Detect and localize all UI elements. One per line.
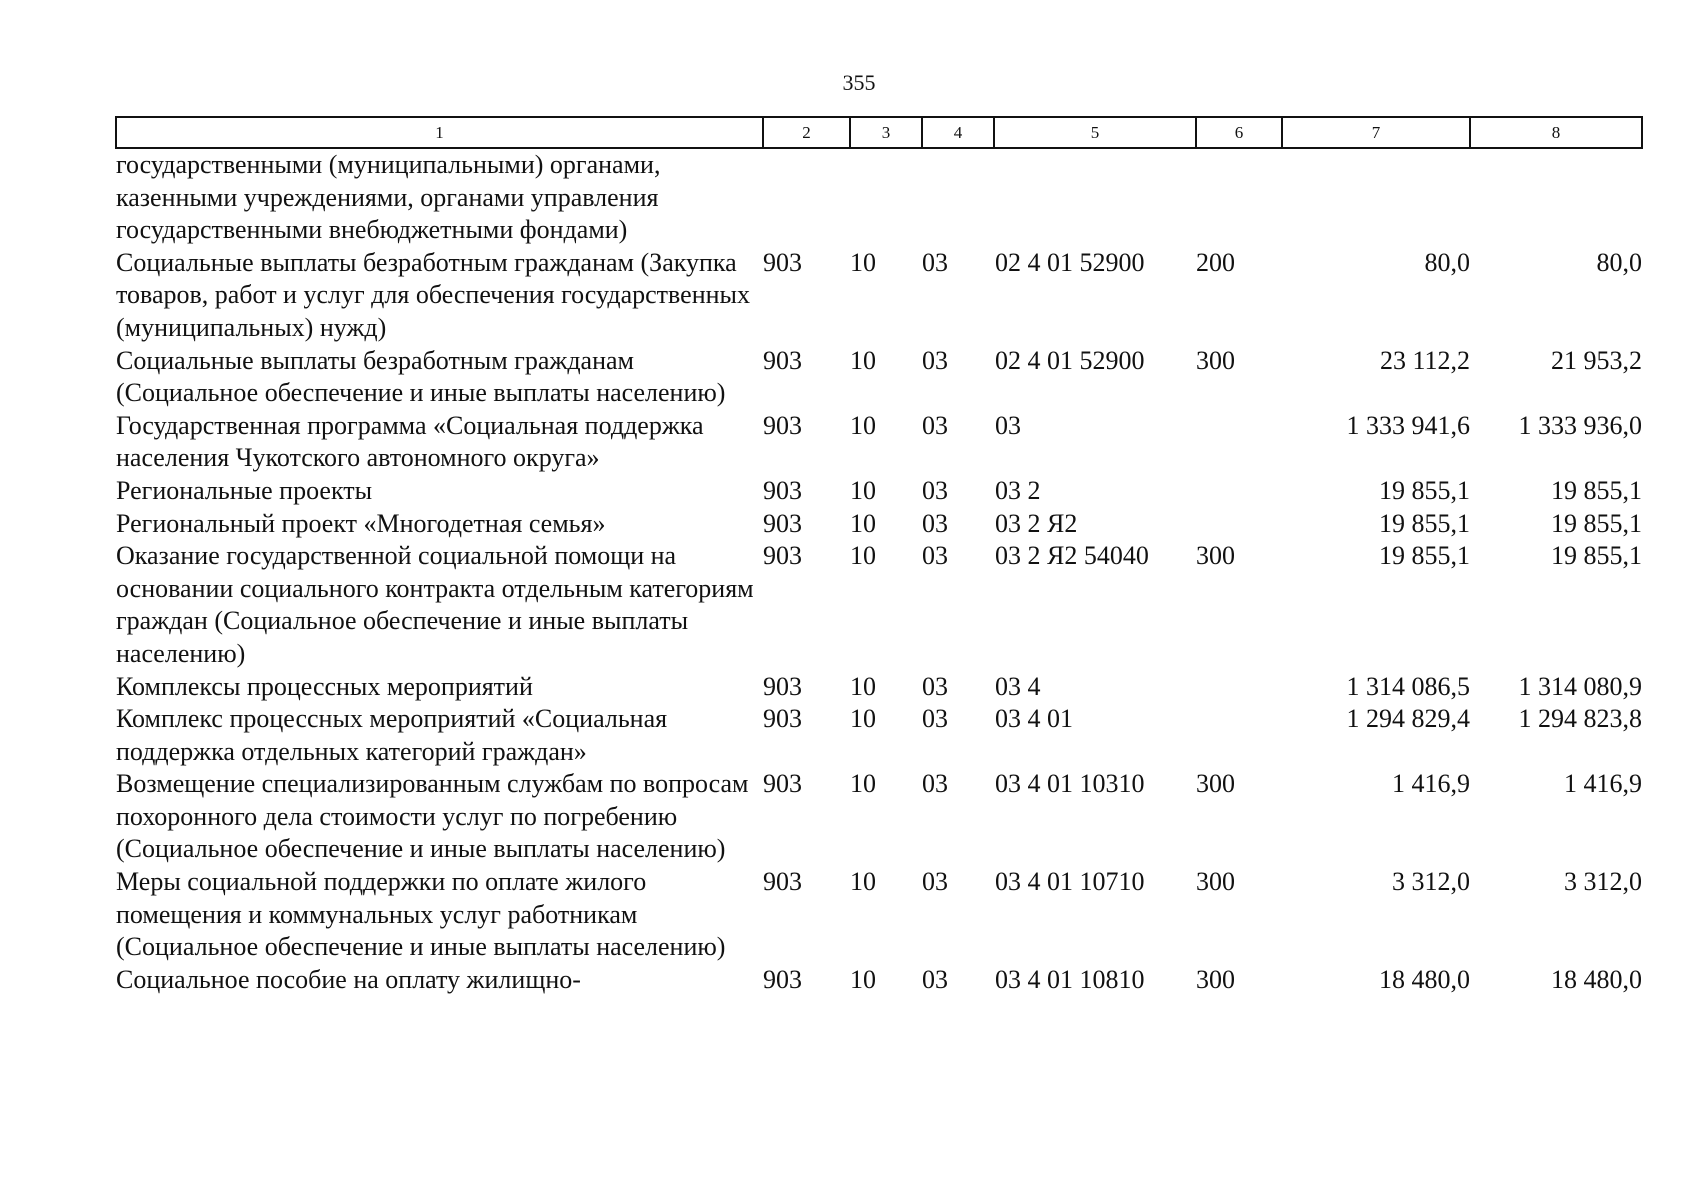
header-col-6: 6 [1196,117,1282,148]
row-sum-1 [1282,148,1470,247]
row-vr [1196,703,1282,768]
table-row [116,410,1642,475]
table-row [116,540,1642,670]
row-sum-2: 21 953,2 [1551,345,1642,375]
row-gr: 903 [763,704,802,734]
header-col-7: 7 [1282,117,1470,148]
row-sum-2: 3 312,0 [1564,867,1642,897]
row-sum-1: 19 855,1 [1379,475,1470,505]
row-vr [1196,410,1282,475]
row-csr: 02 4 01 52900 [995,247,1145,277]
row-gr: 903 [763,964,802,994]
row-sum-2: 19 855,1 [1551,475,1642,505]
row-pr: 03 [922,247,948,277]
table-row [116,247,1642,345]
row-sum-1: 80,0 [1424,247,1470,277]
row-sum-1: 1 294 829,4 [1346,704,1470,734]
row-gr: 903 [763,247,802,277]
row-gr: 903 [763,508,802,538]
row-csr: 03 4 01 [995,704,1073,734]
row-sum-2: 1 333 936,0 [1518,410,1642,440]
header-col-8: 8 [1470,117,1642,148]
row-vr [1196,671,1282,704]
row-csr: 03 4 01 10810 [995,964,1145,994]
header-col-1: 1 [116,117,763,148]
row-vr [1196,508,1282,541]
row-gr: 903 [763,345,802,375]
row-pr: 03 [922,704,948,734]
row-sum-1: 19 855,1 [1379,508,1470,538]
table-row [116,866,1642,964]
row-rz [850,148,922,247]
header-col-3: 3 [850,117,922,148]
table-row [116,671,1642,704]
row-csr: 03 2 [995,475,1041,505]
row-rz: 10 [850,475,876,505]
row-sum-1: 19 855,1 [1379,541,1470,571]
table-header [116,117,1642,148]
table-row [116,148,1642,247]
row-csr: 02 4 01 52900 [995,345,1145,375]
table-row [116,964,1642,997]
row-sum-1: 1 314 086,5 [1346,671,1470,701]
row-rz: 10 [850,964,876,994]
row-csr: 03 4 01 10710 [995,867,1145,897]
row-pr: 03 [922,867,948,897]
row-gr [763,148,850,247]
row-name: Комплексы процессных мероприятий [116,671,533,701]
row-csr: 03 2 Я2 [995,508,1078,538]
row-sum-2: 1 314 080,9 [1518,671,1642,701]
row-name: Комплекс процессных мероприятий «Социальная поддержка отдельных категорий граждан» [116,704,668,766]
row-csr: 03 2 Я2 54040 [995,541,1149,571]
table-row [116,475,1642,508]
budget-table [115,116,1643,996]
row-gr: 903 [763,475,802,505]
row-pr [922,148,994,247]
row-vr: 300 [1196,867,1235,897]
row-sum-1: 1 416,9 [1392,769,1470,799]
row-sum-1: 3 312,0 [1392,867,1470,897]
row-rz: 10 [850,769,876,799]
row-csr [994,148,1196,247]
table-row [116,768,1642,866]
row-sum-2: 19 855,1 [1551,508,1642,538]
row-sum-1: 23 112,2 [1379,345,1470,375]
row-gr: 903 [763,541,802,571]
row-rz: 10 [850,704,876,734]
row-sum-2: 80,0 [1596,247,1642,277]
row-name: Меры социальной поддержки по оплате жилого помещения и коммунальных услуг работникам (Социальное обеспечение и иные выплаты населению) [116,867,726,962]
row-vr: 300 [1196,345,1235,375]
row-name: Оказание государственной социальной помощи на основании социального контракта отдельным категориям граждан (Социальное обеспечение и иные выплаты населению) [116,541,754,668]
row-rz: 10 [850,247,876,277]
row-csr: 03 [995,410,1021,440]
row-gr: 903 [763,769,802,799]
row-pr: 03 [922,410,948,440]
row-gr: 903 [763,867,802,897]
row-pr: 03 [922,671,948,701]
row-pr: 03 [922,508,948,538]
row-vr [1196,475,1282,508]
table-row [116,703,1642,768]
row-pr: 03 [922,345,948,375]
row-name: Возмещение специализированным службам по вопросам похоронного дела стоимости услуг по погребению (Социальное обеспечение и иные выплаты населению) [116,769,749,864]
row-gr: 903 [763,671,802,701]
row-sum-2: 19 855,1 [1551,541,1642,571]
row-name: Региональный проект «Многодетная семья» [116,508,606,538]
table-row [116,345,1642,410]
row-vr [1196,148,1282,247]
header-col-2: 2 [763,117,850,148]
header-row [116,117,1642,148]
row-rz: 10 [850,508,876,538]
row-rz: 10 [850,867,876,897]
row-sum-2 [1470,148,1642,247]
row-sum-1: 18 480,0 [1379,964,1470,994]
row-sum-1: 1 333 941,6 [1346,410,1470,440]
row-name: Региональные проекты [116,475,373,505]
header-col-5: 5 [994,117,1196,148]
row-sum-2: 18 480,0 [1551,964,1642,994]
row-pr: 03 [922,769,948,799]
row-csr: 03 4 01 10310 [995,769,1145,799]
row-vr: 300 [1196,964,1235,994]
row-rz: 10 [850,671,876,701]
row-name: государственными (муниципальными) органами, казенными учреждениями, органами управления государственными внебюджетными фондами) [116,150,661,245]
table-row [116,508,1642,541]
row-rz: 10 [850,410,876,440]
row-gr: 903 [763,410,802,440]
row-pr: 03 [922,541,948,571]
row-rz: 10 [850,345,876,375]
row-pr: 03 [922,964,948,994]
row-sum-2: 1 294 823,8 [1518,704,1642,734]
row-name: Социальное пособие на оплату жилищно- [116,964,581,994]
row-pr: 03 [922,475,948,505]
row-vr: 300 [1196,541,1235,571]
row-csr: 03 4 [995,671,1041,701]
page-number: 355 [842,70,876,95]
row-sum-2: 1 416,9 [1564,769,1642,799]
row-rz: 10 [850,541,876,571]
header-col-4: 4 [922,117,994,148]
row-vr: 200 [1196,247,1235,277]
row-name: Социальные выплаты безработным гражданам (Социальное обеспечение и иные выплаты населению) [116,345,726,408]
row-name: Государственная программа «Социальная поддержка населения Чукотского автономного округа» [116,410,704,473]
row-name: Социальные выплаты безработным гражданам (Закупка товаров, работ и услуг для обеспечения государственных (муниципальных) нужд) [116,247,750,342]
table-body [116,148,1642,996]
row-vr: 300 [1196,769,1235,799]
